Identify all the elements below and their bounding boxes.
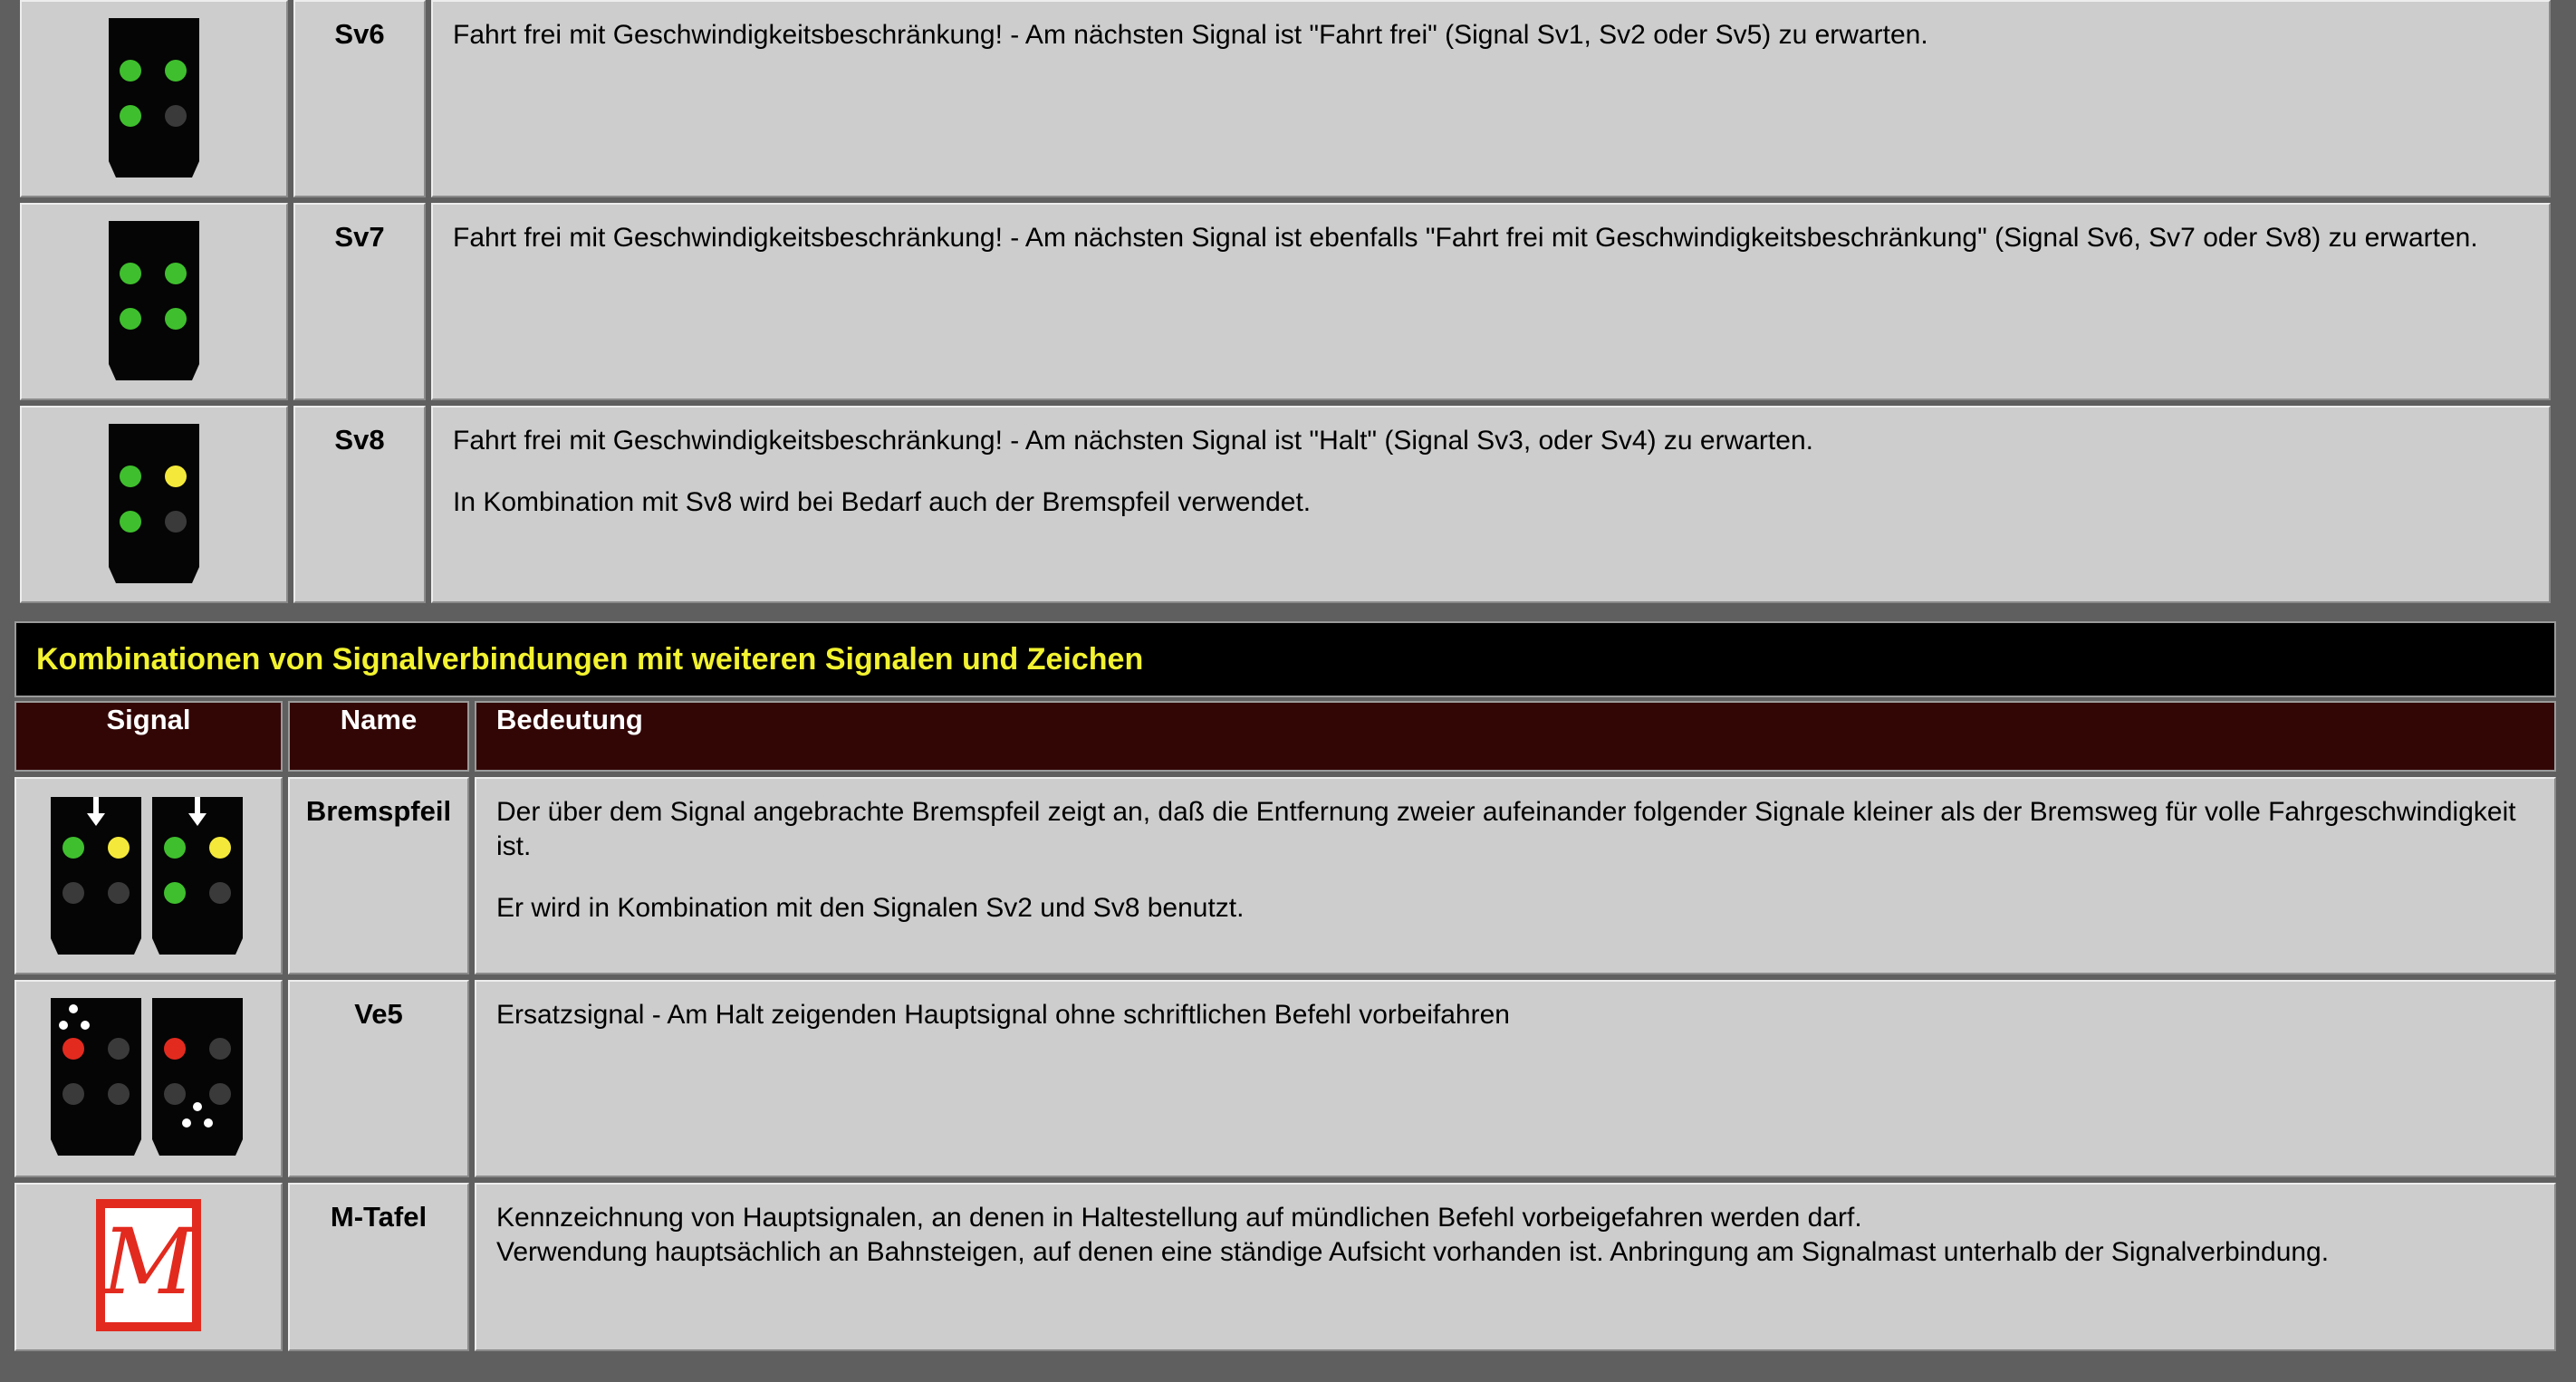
description-text: Ersatzsignal - Am Halt zeigenden Hauptsignal ohne schriftlichen Befehl vorbeifahren	[496, 1000, 1510, 1030]
description-text: Fahrt frei mit Geschwindigkeitsbeschränkung! - Am nächsten Signal ist "Halt" (Signal Sv3, oder Sv4) zu erwarten.	[453, 426, 1813, 456]
table-row	[20, 203, 2551, 400]
signal-description	[431, 0, 2551, 197]
description-text: Er wird in Kombination mit den Signalen Sv2 und Sv8 benutzt.	[496, 893, 1245, 923]
table-row	[20, 0, 2551, 197]
signal-name: Sv8	[293, 406, 426, 603]
signal-table-top	[14, 0, 2556, 609]
signal-cell	[20, 406, 288, 603]
signal-sv8-icon	[23, 424, 285, 585]
signal-ve5-icon	[17, 998, 280, 1157]
signal-name: M-Tafel	[288, 1183, 469, 1351]
signal-combinations-section	[14, 621, 2556, 1357]
column-header-signal: Signal	[14, 701, 283, 772]
column-header-meaning: Bedeutung	[475, 701, 2556, 772]
signal-description	[475, 777, 2556, 974]
table-row	[14, 1183, 2556, 1351]
signal-cell	[14, 777, 283, 974]
signal-bremspfeil-icon	[17, 797, 280, 956]
signal-sv6-icon	[23, 18, 285, 179]
m-tafel-logo-letter: M	[101, 1209, 196, 1315]
signal-name: Sv6	[293, 0, 426, 197]
column-header-name: Name	[288, 701, 469, 772]
section-title: Kombinationen von Signalverbindungen mit weiteren Signalen und Zeichen	[14, 621, 2556, 697]
signal-name: Sv7	[293, 203, 426, 400]
signal-name: Ve5	[288, 980, 469, 1177]
signal-cell	[14, 980, 283, 1177]
description-text: Fahrt frei mit Geschwindigkeitsbeschränkung! - Am nächsten Signal ist ebenfalls "Fahrt frei mit Geschwindigkeitsbeschränkung" (Signal Sv6, Sv7 oder Sv8) zu erwarten.	[453, 223, 2478, 253]
table-header-row	[14, 701, 2556, 772]
signal-sv7-icon	[23, 221, 285, 382]
table-row	[14, 980, 2556, 1177]
m-tafel-sign-icon	[17, 1199, 280, 1331]
description-text: Der über dem Signal angebrachte Bremspfeil zeigt an, daß die Entfernung zweier aufeinander folgender Signale kleiner als der Bremsweg für volle Fahrgeschwindigkeit ist.	[496, 797, 2516, 861]
description-text: In Kombination mit Sv8 wird bei Bedarf auch der Bremspfeil verwendet.	[453, 487, 1312, 517]
signal-description	[475, 1183, 2556, 1351]
signal-cell	[20, 0, 288, 197]
signal-cell	[20, 203, 288, 400]
table-row	[14, 777, 2556, 974]
signal-description	[431, 406, 2551, 603]
description-text: Fahrt frei mit Geschwindigkeitsbeschränkung! - Am nächsten Signal ist "Fahrt frei" (Signal Sv1, Sv2 oder Sv5) zu erwarten.	[453, 20, 1928, 50]
signal-name: Bremspfeil	[288, 777, 469, 974]
table-row	[20, 406, 2551, 603]
signal-cell	[14, 1183, 283, 1351]
description-text: Kennzeichnung von Hauptsignalen, an denen in Haltestellung auf mündlichen Befehl vorbeigefahren werden darf. Verwendung hauptsächlich an Bahnsteigen, auf denen eine ständige Aufsicht vorhanden ist. Anbringung am Signalmast unterhalb der Signalverbindung.	[496, 1203, 2330, 1267]
signal-description	[431, 203, 2551, 400]
signal-description	[475, 980, 2556, 1177]
